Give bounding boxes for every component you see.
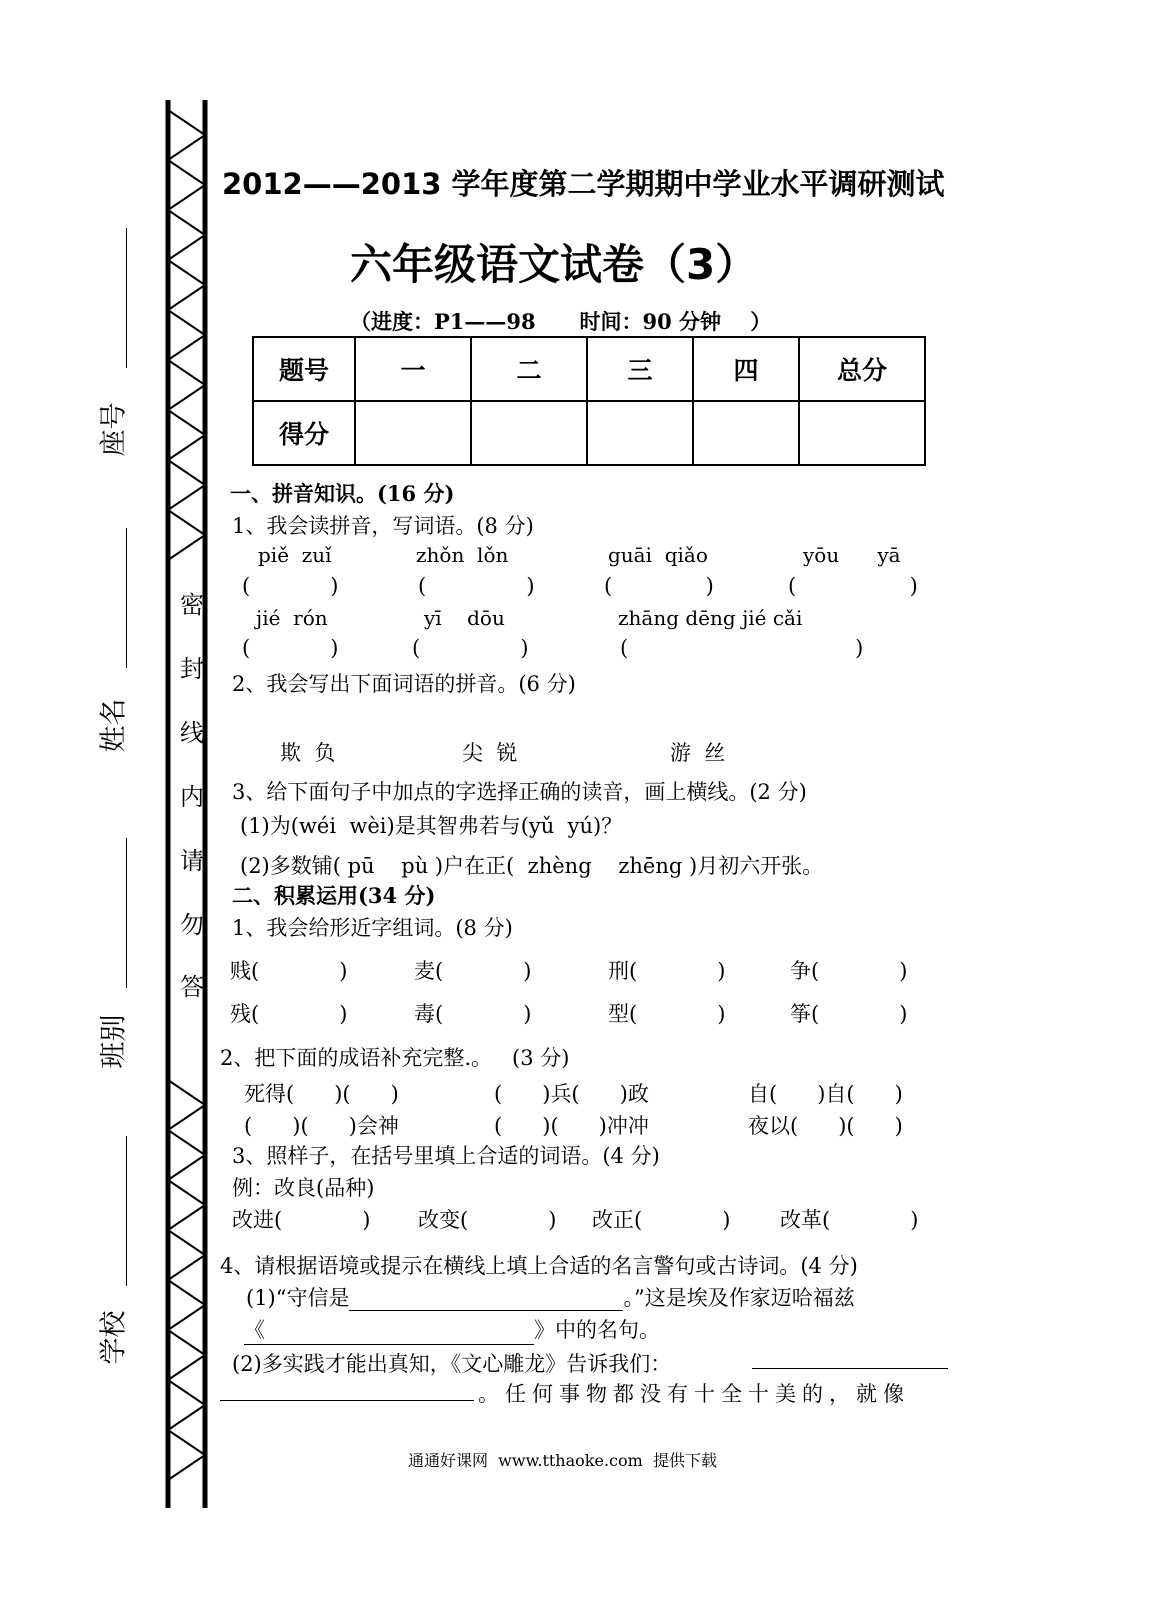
sentence-part: 》中的名句。 — [534, 1318, 660, 1342]
pinyin: guāi qiǎo — [608, 543, 708, 567]
score-input-cell[interactable] — [693, 401, 799, 465]
answer-parens[interactable]: ( ) — [412, 636, 529, 660]
score-table — [252, 336, 926, 466]
idiom-blank[interactable]: 夜以( )( ) — [748, 1114, 903, 1138]
answer-parens[interactable]: ( ) — [242, 574, 339, 598]
sentence-part: (2)多实践才能出真知，《文心雕龙》告诉我们： — [232, 1352, 672, 1376]
char: 型 — [608, 1002, 629, 1026]
char: 刑 — [608, 959, 629, 983]
answer-parens[interactable]: ( ) — [788, 574, 918, 598]
char: 毒 — [414, 1002, 435, 1026]
footer: 通通好课网 www.tthaoke.com 提供下载 — [408, 1451, 717, 1470]
score-input-cell[interactable] — [471, 401, 587, 465]
fill-line[interactable] — [220, 1400, 474, 1401]
sentence-part: 。”这是埃及作家迈哈福兹 — [623, 1286, 855, 1310]
score-header-cell: 题号 — [253, 337, 355, 401]
answer-parens[interactable]: ( ) — [811, 959, 908, 983]
question-title: 3、照样子，在括号里填上合适的词语。(4 分) — [232, 1144, 660, 1168]
exam-title: 六年级语文试卷（3） — [350, 240, 758, 289]
word: 欺 负 — [280, 741, 336, 765]
fill-line[interactable] — [349, 1286, 623, 1311]
answer-parens[interactable]: ) — [830, 1208, 919, 1232]
score-header-cell: 二 — [471, 337, 587, 401]
seal-char: 请 — [180, 847, 204, 875]
sentence: (1)为(wéi wèi)是其智弗若与(yǔ yú)？ — [240, 814, 623, 838]
idiom-blank[interactable]: ( )( )会神 — [244, 1114, 399, 1138]
answer-parens[interactable]: ( ) — [604, 574, 714, 598]
name-line — [126, 528, 127, 668]
idiom-blank[interactable]: ( )( )冲冲 — [494, 1114, 649, 1138]
seal-char: 内 — [180, 783, 204, 811]
section-heading: 二、积累运用(34 分) — [232, 883, 436, 908]
answer-parens[interactable]: ( ) — [629, 1002, 726, 1026]
word-stem: 改进( — [232, 1208, 283, 1232]
question-title: 4、请根据语境或提示在横线上填上合适的名言警句或古诗词。(4 分) — [220, 1254, 858, 1278]
name-label: 姓名 — [98, 698, 130, 753]
answer-parens[interactable]: ( ) — [251, 959, 348, 983]
word: 游 丝 — [670, 741, 726, 765]
word-stem: 改变( — [418, 1208, 469, 1232]
answer-parens[interactable]: ( ) — [629, 959, 726, 983]
question-title: 1、我会给形近字组词。(8 分) — [232, 916, 513, 940]
answer-parens[interactable]: ( ) — [435, 959, 532, 983]
idiom-blank[interactable]: 死得( )( ) — [244, 1082, 399, 1106]
char: 争 — [790, 959, 811, 983]
pinyin: zhǒn lǒn — [416, 543, 509, 567]
open-quote: 《 — [244, 1318, 265, 1342]
answer-parens[interactable]: ( ) — [418, 574, 535, 598]
zigzag-pattern — [168, 110, 205, 560]
fill-line[interactable] — [752, 1368, 948, 1369]
score-row-label: 得分 — [253, 401, 355, 465]
answer-parens[interactable]: ( ) — [620, 636, 864, 660]
char: 麦 — [414, 959, 435, 983]
seal-char: 答 — [180, 973, 204, 1001]
idiom-blank[interactable]: 自( )自( ) — [748, 1082, 903, 1106]
school-line — [126, 1136, 127, 1286]
pinyin: jié rón — [256, 606, 328, 630]
score-header-cell: 一 — [355, 337, 471, 401]
question-title: 2、把下面的成语补充完整.。 (3 分) — [220, 1046, 570, 1070]
seat-line — [126, 228, 127, 368]
pinyin: yōu yā — [803, 543, 901, 567]
school-label: 学校 — [98, 1310, 130, 1365]
score-header-cell: 三 — [587, 337, 693, 401]
word: 尖 锐 — [462, 741, 518, 765]
word-stem: 改革( — [780, 1208, 831, 1232]
score-header-cell: 四 — [693, 337, 799, 401]
sentence: (2)多数铺( pū pù )户在正( zhèng zhēng )月初六开张。 — [240, 854, 824, 878]
question-title: 2、我会写出下面词语的拼音。(6 分) — [232, 672, 576, 696]
pinyin: piě zuǐ — [258, 543, 332, 567]
example: 例：改良(品种) — [232, 1176, 375, 1200]
seal-char: 密 — [180, 591, 204, 619]
answer-parens[interactable]: ) — [282, 1208, 371, 1232]
pinyin: zhāng dēng jié cǎi — [618, 606, 803, 630]
seal-char: 线 — [180, 719, 204, 747]
answer-parens[interactable]: ) — [642, 1208, 731, 1232]
class-line — [126, 838, 127, 988]
pinyin: yī dōu — [424, 606, 505, 630]
score-input-cell[interactable] — [355, 401, 471, 465]
sentence-part: (1)“守信是 — [246, 1286, 350, 1310]
question-title: 3、给下面句子中加点的字选择正确的读音，画上横线。(2 分) — [232, 780, 807, 804]
zigzag-pattern — [168, 1080, 205, 1480]
section-heading: 一、拼音知识。(16 分) — [230, 481, 455, 506]
seal-char: 封 — [180, 655, 204, 683]
idiom-blank[interactable]: ( )兵( )政 — [494, 1082, 649, 1106]
answer-parens[interactable]: ( ) — [251, 1002, 348, 1026]
answer-parens[interactable]: ( ) — [242, 636, 339, 660]
char: 筝 — [790, 1002, 811, 1026]
char: 贱 — [230, 959, 251, 983]
question-title: 1、我会读拼音，写词语。(8 分) — [232, 514, 534, 538]
word-stem: 改正( — [592, 1208, 643, 1232]
score-header-cell: 总分 — [799, 337, 925, 401]
book-title-blank[interactable] — [244, 1314, 534, 1345]
sentence-part: 。任何事物都没有十全十美的，就像 — [478, 1382, 910, 1406]
char: 残 — [230, 1002, 251, 1026]
class-label: 班别 — [98, 1014, 130, 1069]
score-input-cell[interactable] — [587, 401, 693, 465]
answer-parens[interactable]: ( ) — [435, 1002, 532, 1026]
seat-label: 座号 — [98, 402, 130, 457]
score-input-cell[interactable] — [799, 401, 925, 465]
seal-char: 勿 — [180, 911, 204, 939]
answer-parens[interactable]: ( ) — [811, 1002, 908, 1026]
answer-parens[interactable]: ) — [468, 1208, 557, 1232]
exam-subtitle: （进度：P1——98 时间：90 分钟 ） — [350, 309, 772, 334]
exam-header: 2012——2013 学年度第二学期期中学业水平调研测试 — [222, 167, 945, 201]
